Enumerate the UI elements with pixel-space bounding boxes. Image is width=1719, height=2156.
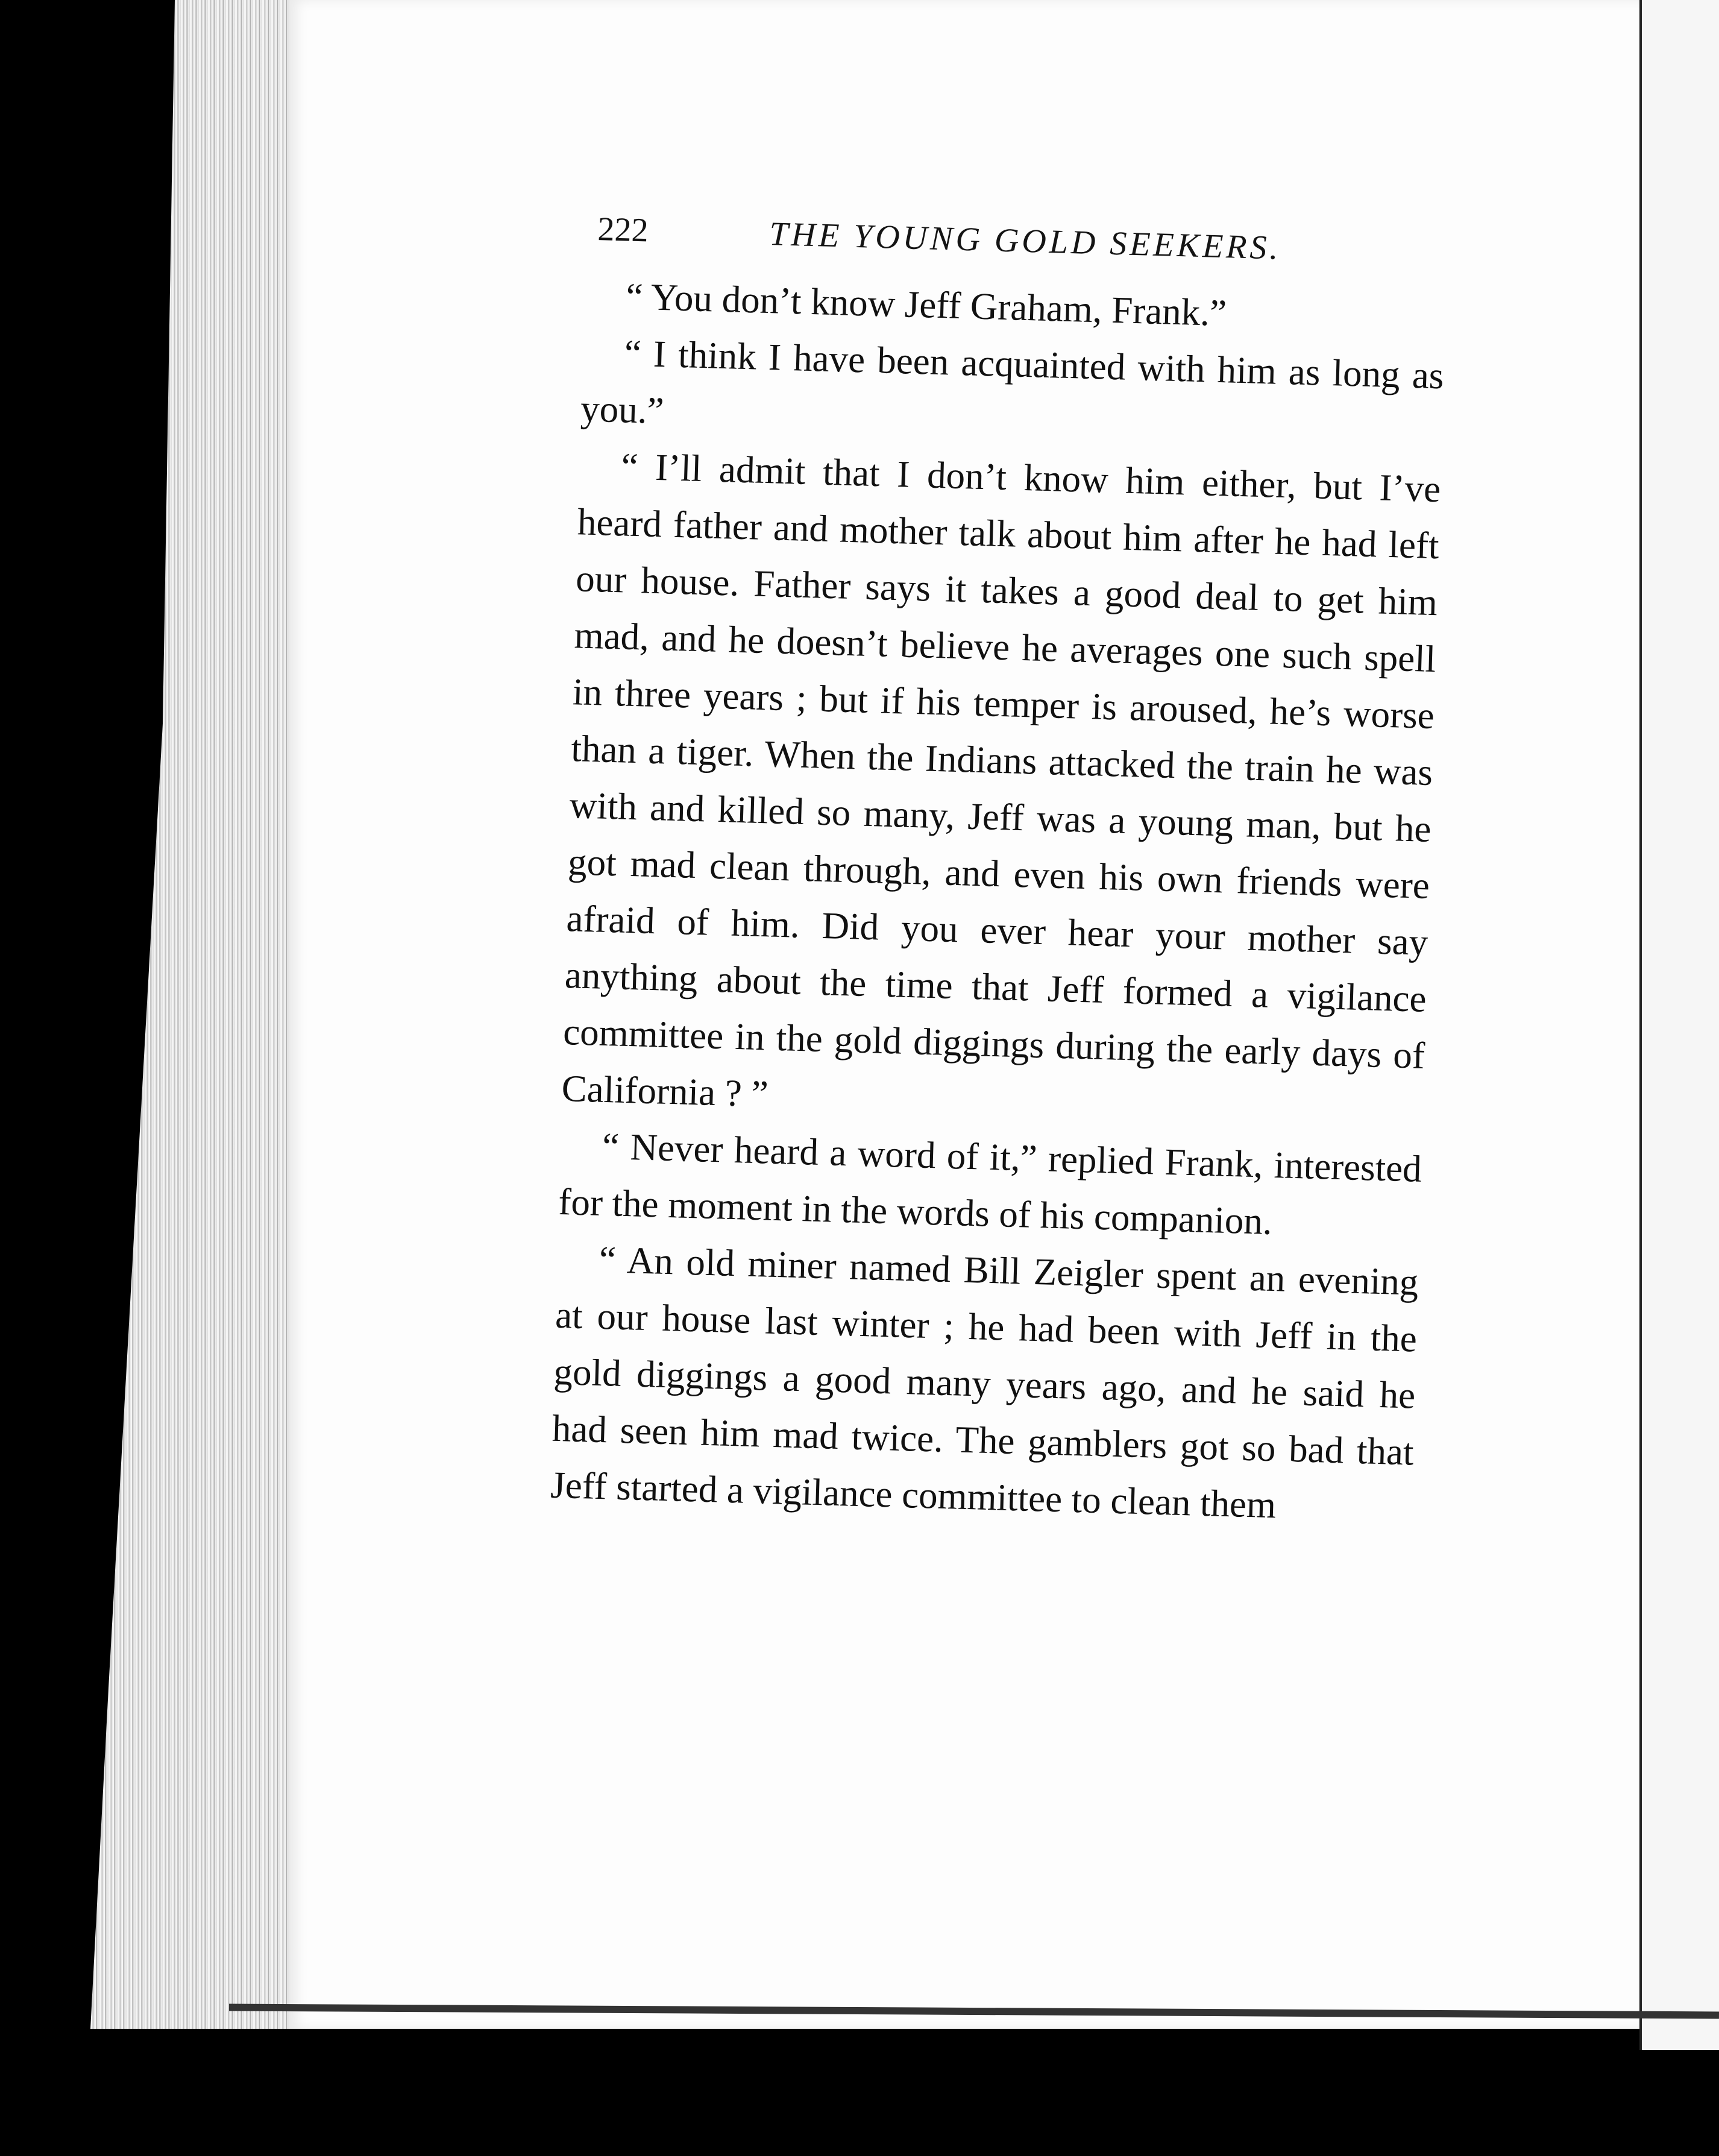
running-title: THE YOUNG GOLD SEEKERS.	[768, 215, 1282, 267]
paragraph: “ I think I have been acquainted with him as long as you.”	[580, 332, 1445, 432]
paragraph: “ An old miner named Bill Zeigler spent an evening at our house last winter ; he had been with Jeff in the gold diggings a good many years ago, and he said he had seen him mad twice. The gamblers got so bad that Jeff started a vigilance committee to clean them	[550, 1238, 1419, 1527]
page-number: 222	[597, 210, 649, 250]
paragraph: “ You don’t know Jeff Graham, Frank.”	[625, 275, 1227, 335]
paragraph: “ I’ll admit that I don’t know him either, but I’ve heard father and mother talk about him after he had left our house. Father says it takes a good deal to get him mad, and he doesn’t believe he averages one such spell in three years ; but if his temper is aroused, he’s worse than a tiger. When the Indians attacked the train he was with and killed so many, Jeff was a young man, but he got mad clean through, and even his own friends were afraid of him. Did you ever hear your mother say anything about the time that Jeff formed a vigilance committee in the gold diggings during the early days of California ? ”	[561, 445, 1442, 1115]
paragraph: “ Never heard a word of it,” replied Frank, interested for the moment in the words of his companion.	[558, 1124, 1422, 1243]
body-text	[550, 266, 1446, 1537]
